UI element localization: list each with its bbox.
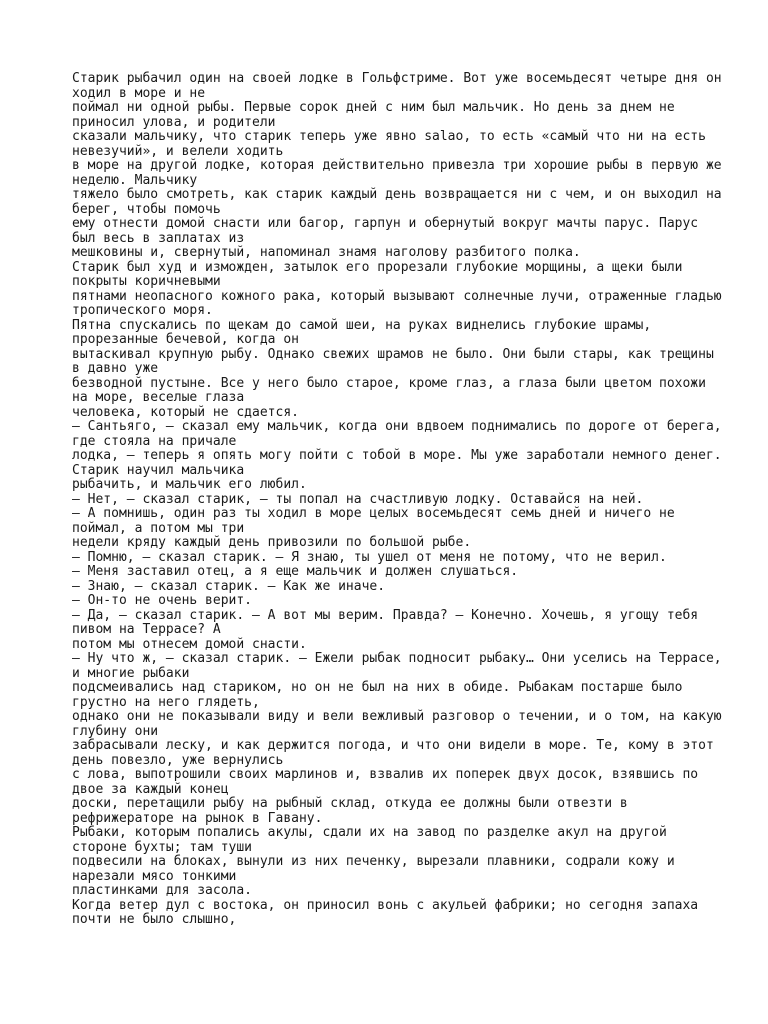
text-line: — Меня заставил отец, а я еще мальчик и должен слушаться.: [72, 564, 519, 579]
text-line: был весь в заплатах из: [72, 230, 245, 246]
text-line: с лова, выпотрошили своих марлинов и, взвалив их поперек двух досок, взявшись по: [72, 767, 699, 782]
text-line: подсмеивались над стариком, но он не был на них в обиде. Рыбакам постарше было: [72, 680, 683, 695]
text-line: грустно на него глядеть,: [72, 694, 260, 710]
text-line: поймал, а потом мы три: [72, 520, 245, 536]
text-line: приносил улова, и родители: [72, 114, 276, 130]
text-line: доски, перетащили рыбу на рыбный склад, откуда ее должны были отвезти в: [72, 796, 628, 811]
text-line: берег, чтобы помочь: [72, 201, 221, 217]
text-line: забрасывали леску, и как держится погода, и что они видели в море. Те, кому в этот: [72, 738, 714, 753]
text-line: Старик был худ и изможден, затылок его прорезали глубокие морщины, а щеки были: [72, 259, 683, 275]
text-line: потом мы отнесем домой снасти.: [72, 636, 307, 652]
text-line: пивом на Террасе? А: [72, 622, 221, 637]
text-line: — Он-то не очень верит.: [72, 593, 253, 608]
text-line: неделю. Мальчику: [72, 172, 198, 188]
text-line: — Знаю, — сказал старик. — Как же иначе.: [72, 578, 386, 594]
document-page: [72, 72, 732, 928]
text-line: — Нет, — сказал старик, — ты попал на счастливую лодку. Оставайся на ней.: [72, 491, 644, 507]
text-line: стороне бухты; там туши: [72, 839, 253, 855]
text-line: — Помню, — сказал старик. — Я знаю, ты ушел от меня не потому, что не верил.: [72, 549, 667, 565]
text-line: человека, который не сдается.: [72, 404, 299, 420]
text-line: двое за каждый конец: [72, 781, 229, 797]
text-line: нарезали мясо тонкими: [72, 868, 237, 884]
text-line: Старик рыбачил один на своей лодке в Гольфстриме. Вот уже восемьдесят четыре дня он: [72, 71, 722, 86]
text-line: лодка, — теперь я опять могу пойти с тобой в море. Мы уже заработали немного денег.: [72, 448, 722, 463]
text-line: глубину они: [72, 723, 159, 739]
text-line: вытаскивал крупную рыбу. Однако свежих шрамов не было. Они были стары, как трещины: [72, 346, 714, 362]
text-line: рефрижераторе на рынок в Гавану.: [72, 810, 323, 826]
text-line: — Сантьяго, — сказал ему мальчик, когда они вдвоем поднимались по дороге от берега,: [72, 419, 722, 434]
text-line: мешковины и, свернутый, напоминал знамя наголову разбитого полка.: [72, 245, 581, 260]
text-line: день повезло, уже вернулись: [72, 752, 284, 768]
text-line: Когда ветер дул с востока, он приносил вонь с акульей фабрики; но сегодня запаха: [72, 897, 699, 913]
text-line: рыбачить, и мальчик его любил.: [72, 477, 307, 492]
text-line: пятнами неопасного кожного рака, который вызывают солнечные лучи, отраженные гладью: [72, 288, 722, 304]
text-line: пластинками для засола.: [72, 883, 253, 898]
text-line: — Ну что ж, — сказал старик. — Ежели рыбак подносит рыбаку… Они уселись на Террасе,: [72, 651, 722, 666]
text-line: прорезанные бечевой, когда он: [72, 332, 299, 347]
text-line: в давно уже: [72, 361, 159, 376]
text-line: Рыбаки, которым попались акулы, сдали их на завод по разделке акул на другой: [72, 825, 667, 840]
text-line: безводной пустыне. Все у него было старое, кроме глаз, а глаза были цветом похожи: [72, 375, 706, 391]
text-line: в море на другой лодке, которая действительно привезла три хорошие рыбы в первую же: [72, 158, 722, 173]
text-line: тяжело было смотреть, как старик каждый день возвращается ни с чем, и он выходил на: [72, 187, 722, 202]
text-line: Старик научил мальчика: [72, 462, 245, 478]
text-line: Пятна спускались по щекам до самой шеи, на руках виднелись глубокие шрамы,: [72, 317, 652, 333]
text-line: и многие рыбаки: [72, 665, 190, 681]
text-line: невезучий», и велели ходить: [72, 143, 284, 159]
text-line: поймал ни одной рыбы. Первые сорок дней с ним был мальчик. Но день за днем не: [72, 100, 675, 115]
text-line: тропического моря.: [72, 303, 213, 318]
text-line: ходил в море и не: [72, 85, 206, 101]
text-line: однако они не показывали виду и вели вежливый разговор о течении, и о том, на какую: [72, 709, 722, 724]
text-line: покрыты коричневыми: [72, 274, 221, 289]
text-line: где стояла на причале: [72, 433, 237, 449]
text-line: ему отнести домой снасти или багор, гарпун и обернутый вокруг мачты парус. Парус: [72, 216, 699, 231]
text-line: сказали мальчику, что старик теперь уже явно salao, то есть «самый что ни на есть: [72, 129, 706, 144]
text-line: недели кряду каждый день привозили по большой рыбе.: [72, 535, 472, 550]
text-line: подвесили на блоках, вынули из них печенку, вырезали плавники, содрали кожу и: [72, 854, 675, 869]
text-line: — А помнишь, один раз ты ходил в море целых восемьдесят семь дней и ничего не: [72, 506, 675, 521]
text-line: — Да, — сказал старик. — А вот мы верим. Правда? — Конечно. Хочешь, я угощу тебя: [72, 607, 699, 623]
text-line: почти не было слышно,: [72, 912, 237, 927]
text-line: на море, веселые глаза: [72, 390, 245, 405]
